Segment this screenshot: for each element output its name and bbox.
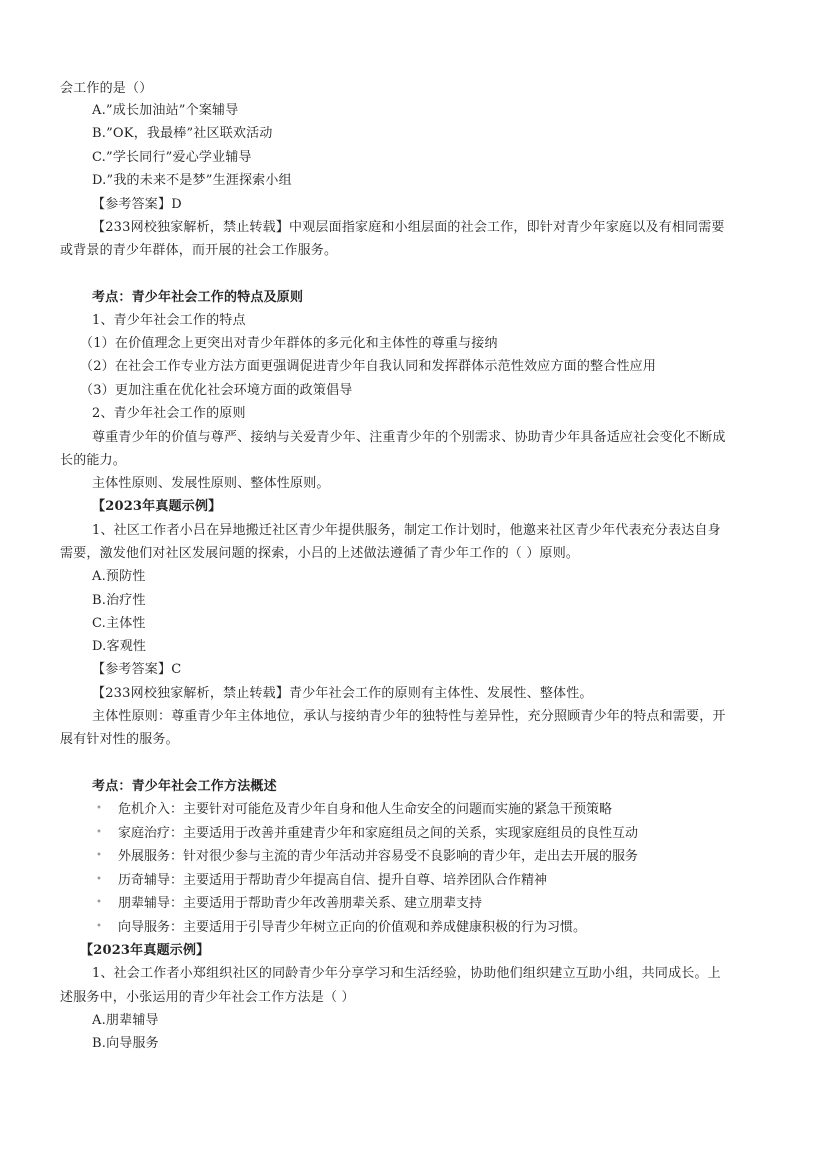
bullet-icon: • — [96, 803, 102, 814]
detail-line-2: 展有针对性的服务。 — [60, 732, 179, 747]
detail-line-1: 主体性原则：尊重青少年主体地位，承认与接纳青少年的独特性与差异性，充分照顾青少年的特点和需要，开 — [92, 709, 726, 724]
option-d: D.客观性 — [92, 639, 147, 654]
bullet-icon: • — [96, 897, 102, 908]
method-item: 外展服务：针对很少参与主流的青少年活动并容易受不良影响的青少年，走出去开展的服务 — [118, 849, 639, 864]
principle-text-2: 长的能力。 — [60, 453, 127, 468]
option-c: C.主体性 — [92, 616, 146, 631]
question-line-1: 1、社会工作者小郑组织社区的同龄青少年分享学习和生活经验，协助他们组织建立互助小组，共同成长。上 — [92, 966, 721, 981]
analysis-line-2: 或背景的青少年群体，而开展的社会工作服务。 — [60, 243, 338, 258]
analysis-line-1: 【233网校独家解析，禁止转载】中观层面指家庭和小组层面的社会工作，即针对青少年家庭以及有相同需要 — [92, 220, 725, 235]
principle-list: 主体性原则、发展性原则、整体性原则。 — [92, 476, 330, 491]
characteristic-2: （2）在社会工作专业方法方面更强调促进青少年自我认同和发挥群体示范性效应方面的整合性应用 — [80, 359, 657, 374]
bullet-icon: • — [96, 850, 102, 861]
characteristic-3: （3）更加注重在优化社会环境方面的政策倡导 — [80, 383, 353, 398]
option-a: A.朋辈辅导 — [92, 1013, 159, 1028]
method-item: 朋辈辅导：主要适用于帮助青少年改善朋辈关系、建立朋辈支持 — [118, 896, 483, 911]
option-a: A.”成长加油站”个案辅导 — [92, 103, 239, 118]
subheading-characteristics: 1、青少年社会工作的特点 — [92, 313, 246, 328]
method-item: 向导服务：主要适用于引导青少年树立正向的价值观和养成健康积极的行为习惯。 — [118, 920, 587, 935]
characteristic-1: （1）在价值理念上更突出对青少年群体的多元化和主体性的尊重与接纳 — [80, 336, 498, 351]
question-line-2: 述服务中，小张运用的青少年社会工作方法是（ ） — [60, 990, 355, 1005]
option-b: B.”OK，我最棒”社区联欢活动 — [92, 126, 273, 141]
bullet-icon: • — [96, 827, 102, 838]
option-c: C.”学长同行”爱心学业辅导 — [92, 150, 252, 165]
bullet-icon: • — [96, 921, 102, 932]
question-line-2: 需要，激发他们对社区发展问题的探索，小吕的上述做法遵循了青少年工作的（ ）原则。 — [60, 546, 580, 561]
section-title-methods: 考点：青少年社会工作方法概述 — [92, 779, 277, 794]
section-title-characteristics: 考点：青少年社会工作的特点及原则 — [92, 290, 304, 305]
analysis-line: 【233网校独家解析，禁止转载】青少年社会工作的原则有主体性、发展性、整体性。 — [92, 686, 593, 701]
question-stem-tail: 会工作的是（） — [60, 81, 153, 96]
bullet-icon: • — [96, 874, 102, 885]
reference-answer: 【参考答案】D — [92, 197, 182, 212]
option-b: B.向导服务 — [92, 1036, 159, 1051]
option-d: D.”我的未来不是梦”生涯探索小组 — [92, 173, 292, 188]
example-title: 【2023年真题示例】 — [80, 943, 210, 958]
method-item: 危机介入：主要针对可能危及青少年自身和他人生命安全的问题而实施的紧急干预策略 — [118, 802, 613, 817]
option-b: B.治疗性 — [92, 593, 146, 608]
reference-answer: 【参考答案】C — [92, 662, 182, 677]
example-title: 【2023年真题示例】 — [92, 499, 222, 514]
option-a: A.预防性 — [92, 569, 146, 584]
method-item: 历奇辅导：主要适用于帮助青少年提高自信、提升自尊、培养团队合作精神 — [118, 873, 548, 888]
principle-text-1: 尊重青少年的价值与尊严、接纳与关爱青少年、注重青少年的个别需求、协助青少年具备适应社会变化不断成 — [92, 430, 726, 445]
method-item: 家庭治疗：主要适用于改善并重建青少年和家庭组员之间的关系，实现家庭组员的良性互动 — [118, 826, 639, 841]
question-line-1: 1、社区工作者小吕在异地搬迁社区青少年提供服务，制定工作计划时，他邀来社区青少年代表充分表达自身 — [92, 523, 721, 538]
subheading-principles: 2、青少年社会工作的原则 — [92, 406, 246, 421]
